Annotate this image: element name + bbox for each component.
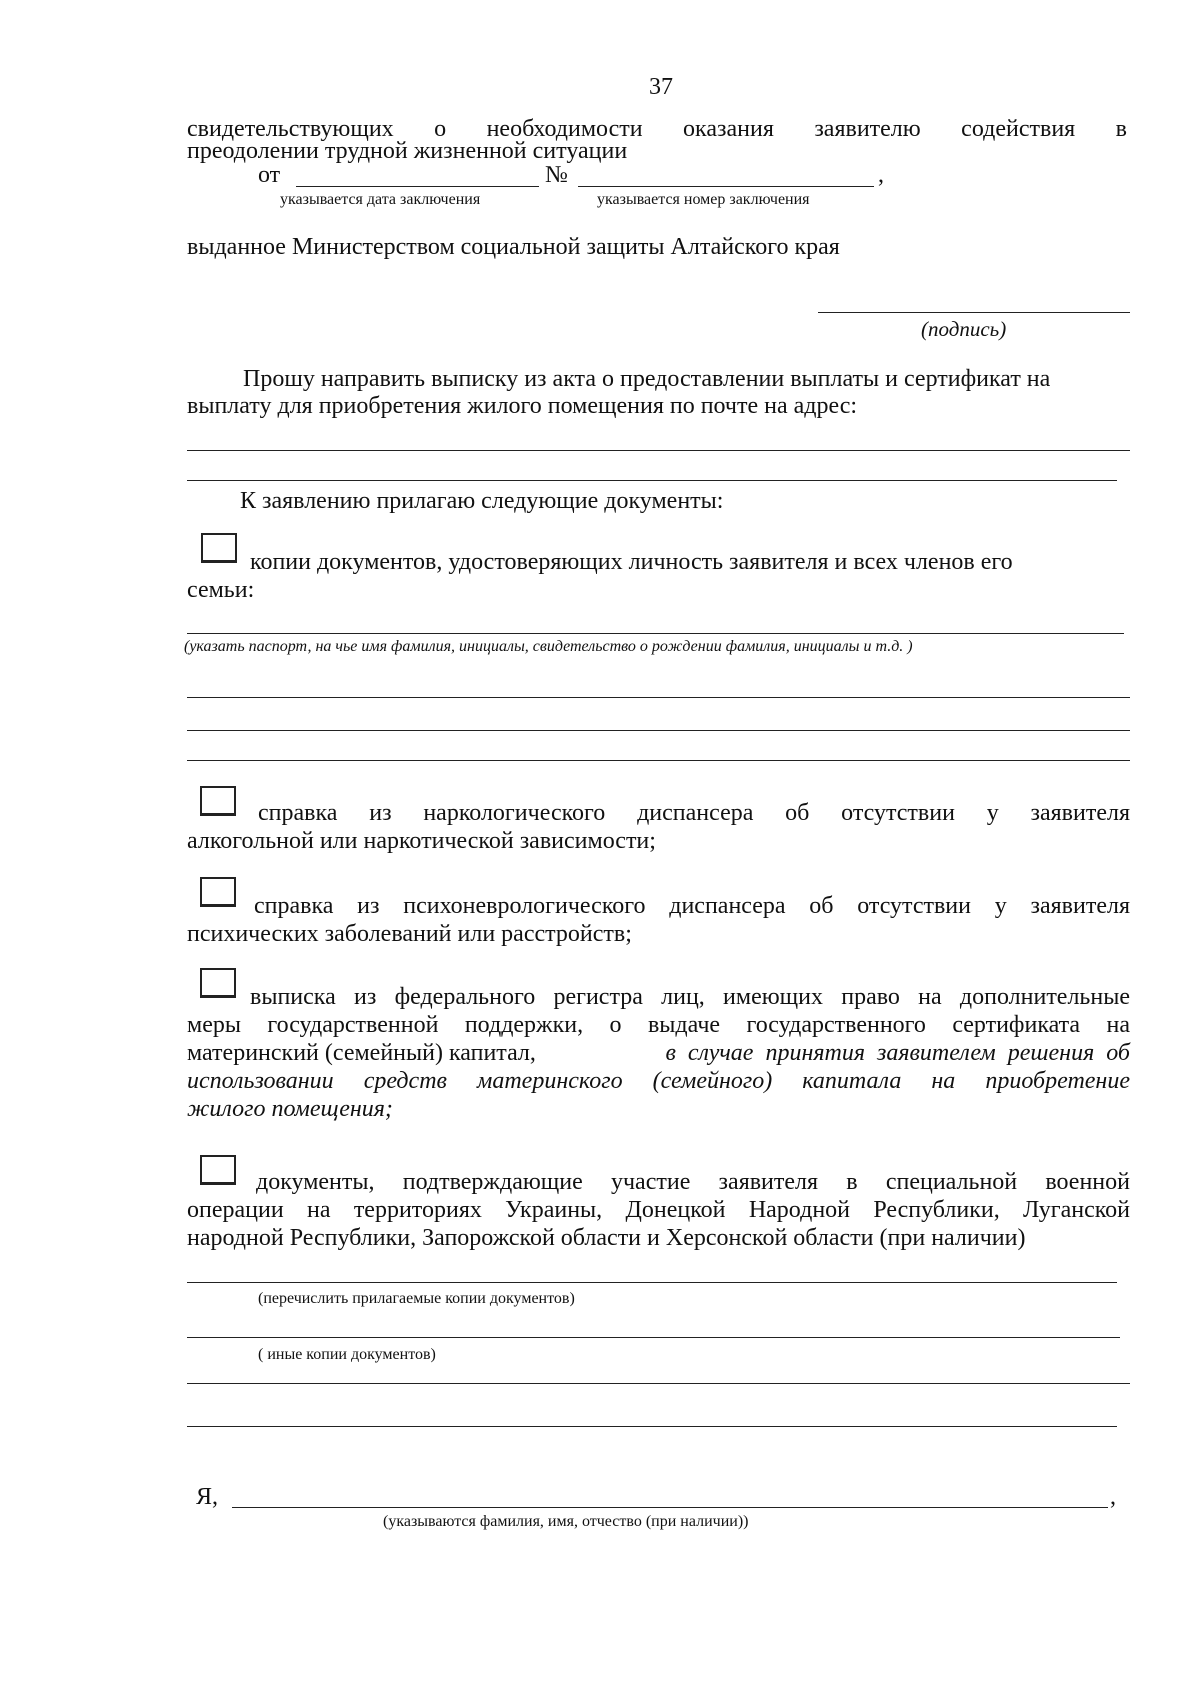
identity-extra-line-2[interactable] — [187, 730, 1130, 731]
signature-line[interactable] — [818, 312, 1130, 313]
intro-word: о — [434, 116, 447, 142]
other-docs-line[interactable] — [187, 1337, 1120, 1338]
intro-word: содействия — [961, 116, 1076, 142]
registry-line-3-normal: материнский (семейный) капитал, — [187, 1040, 536, 1066]
declarant-name-line[interactable] — [232, 1507, 1108, 1508]
intro-line-2: преодолении трудной жизненной ситуации — [187, 138, 628, 164]
identity-hint: (указать паспорт, на чье имя фамилия, инициалы, свидетельство о рождении фамилия, инициалы и т.д. ) — [184, 638, 913, 655]
psycho-line-2: психических заболеваний или расстройств; — [187, 921, 632, 947]
military-line-1: документы, подтверждающие участие заявителя в специальной военной — [256, 1169, 1130, 1195]
number-label: № — [545, 162, 568, 188]
intro-word: необходимости — [486, 116, 643, 142]
declarant-hint: (указываются фамилия, имя, отчество (при наличии)) — [383, 1513, 749, 1530]
narcology-line-2: алкогольной или наркотической зависимости; — [187, 828, 656, 854]
number-comma: , — [878, 162, 884, 188]
request-line-1: Прошу направить выписку из акта о предоставлении выплаты и сертификат на — [243, 366, 1051, 392]
other-docs-hint: ( иные копии документов) — [258, 1346, 436, 1363]
registry-line-3 — [187, 1038, 1130, 1068]
intro-word: заявителю — [814, 116, 921, 142]
number-blank[interactable] — [578, 186, 874, 187]
registry-line-3-italic: в случае принятия заявителем решения об — [665, 1040, 1130, 1066]
other-docs-extra-line-2[interactable] — [187, 1426, 1117, 1427]
intro-word: свидетельствующих — [187, 116, 394, 142]
signature-label: (подпись) — [921, 317, 1007, 341]
intro-word: в — [1115, 116, 1127, 142]
psycho-line-1: справка из психоневрологического диспансера об отсутствии у заявителя — [254, 893, 1130, 919]
other-docs-extra-line-1[interactable] — [187, 1383, 1130, 1384]
registry-line-2: меры государственной поддержки, о выдаче государственного сертификата на — [187, 1012, 1130, 1038]
number-hint: указывается номер заключения — [597, 191, 810, 208]
registry-checkbox[interactable] — [200, 968, 236, 998]
military-line-2: операции на территориях Украины, Донецкой Народной Республики, Луганской — [187, 1197, 1130, 1223]
psycho-checkbox[interactable] — [200, 877, 236, 907]
identity-line[interactable] — [187, 633, 1124, 634]
military-line-3: народной Республики, Запорожской области и Херсонской области (при наличии) — [187, 1225, 1026, 1251]
declarant-comma: , — [1110, 1484, 1116, 1510]
declarant-label: Я, — [196, 1484, 219, 1510]
intro-word: оказания — [683, 116, 774, 142]
identity-extra-line-1[interactable] — [187, 697, 1130, 698]
narcology-checkbox[interactable] — [200, 786, 236, 816]
registry-line-5: жилого помещения; — [187, 1096, 393, 1122]
from-label: от — [258, 162, 281, 188]
attachments-list-line[interactable] — [187, 1282, 1117, 1283]
date-hint: указывается дата заключения — [280, 191, 481, 208]
date-blank[interactable] — [296, 186, 539, 187]
narcology-line-1: справка из наркологического диспансера об отсутствии у заявителя — [258, 800, 1130, 826]
page-number: 37 — [649, 74, 673, 100]
attachments-list-hint: (перечислить прилагаемые копии документов) — [258, 1290, 575, 1307]
identity-checkbox[interactable] — [201, 533, 237, 563]
identity-line-1: копии документов, удостоверяющих личность заявителя и всех членов его — [250, 549, 1013, 575]
registry-line-4: использовании средств материнского (семейного) капитала на приобретение — [187, 1068, 1130, 1094]
attachments-heading: К заявлению прилагаю следующие документы: — [240, 488, 724, 514]
identity-extra-line-3[interactable] — [187, 760, 1130, 761]
military-checkbox[interactable] — [200, 1155, 236, 1185]
request-line-2: выплату для приобретения жилого помещения по почте на адрес: — [187, 393, 858, 419]
registry-line-1: выписка из федерального регистра лиц, имеющих право на дополнительные — [250, 984, 1130, 1010]
address-line-2[interactable] — [187, 480, 1117, 481]
address-line-1[interactable] — [187, 450, 1130, 451]
issued-by: выданное Министерством социальной защиты Алтайского края — [187, 234, 840, 260]
identity-line-2: семьи: — [187, 577, 255, 603]
